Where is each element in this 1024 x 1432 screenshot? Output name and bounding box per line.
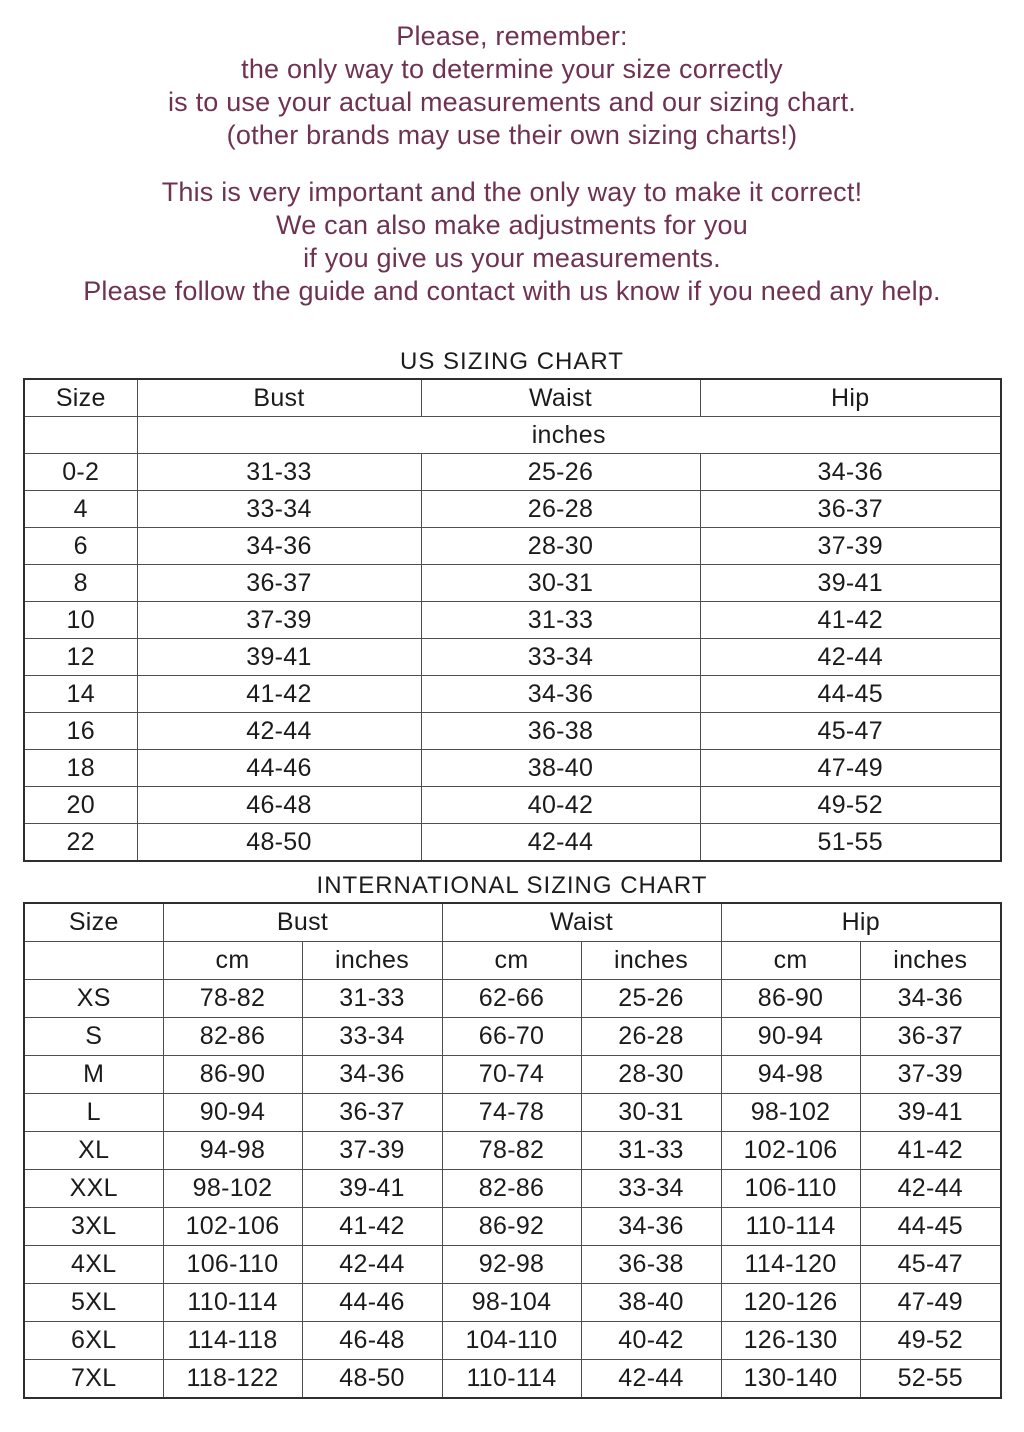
measurement-cell: 38-40 — [581, 1284, 721, 1322]
measurement-cell: 106-110 — [721, 1170, 860, 1208]
us-unit-cell: inches — [137, 417, 1001, 454]
measurement-cell: 120-126 — [721, 1284, 860, 1322]
us-header-cell-bust: Bust — [137, 379, 421, 417]
intro-line: the only way to determine your size correctly — [241, 54, 783, 84]
size-cell: 0-2 — [24, 454, 137, 491]
measurement-cell: 94-98 — [163, 1132, 302, 1170]
size-cell: 14 — [24, 676, 137, 713]
intl-unit-cell-hip-cm: cm — [721, 942, 860, 980]
intl-chart-title: INTERNATIONAL SIZING CHART — [316, 872, 708, 899]
measurement-cell: 36-38 — [581, 1246, 721, 1284]
size-cell: 16 — [24, 713, 137, 750]
measurement-cell: 34-36 — [860, 980, 1001, 1018]
measurement-cell: 78-82 — [163, 980, 302, 1018]
measurement-cell: 47-49 — [860, 1284, 1001, 1322]
measurement-cell: 28-30 — [421, 528, 700, 565]
table-row — [24, 491, 1001, 528]
measurement-cell: 36-37 — [137, 565, 421, 602]
table-row — [24, 528, 1001, 565]
measurement-cell: 31-33 — [137, 454, 421, 491]
measurement-cell: 34-36 — [700, 454, 1001, 491]
measurement-cell: 114-120 — [721, 1246, 860, 1284]
measurement-cell: 47-49 — [700, 750, 1001, 787]
table-row — [24, 1246, 1001, 1284]
size-cell: 20 — [24, 787, 137, 824]
measurement-cell: 42-44 — [860, 1170, 1001, 1208]
intro-line: (other brands may use their own sizing charts!) — [226, 120, 798, 150]
measurement-cell: 130-140 — [721, 1360, 860, 1399]
measurement-cell: 41-42 — [700, 602, 1001, 639]
measurement-cell: 44-45 — [860, 1208, 1001, 1246]
measurement-cell: 42-44 — [302, 1246, 442, 1284]
size-cell: XXL — [24, 1170, 163, 1208]
measurement-cell: 78-82 — [442, 1132, 581, 1170]
measurement-cell: 30-31 — [581, 1094, 721, 1132]
intro-paragraph-2 — [0, 176, 1024, 308]
measurement-cell: 74-78 — [442, 1094, 581, 1132]
measurement-cell: 36-37 — [302, 1094, 442, 1132]
measurement-cell: 98-104 — [442, 1284, 581, 1322]
measurement-cell: 44-46 — [137, 750, 421, 787]
measurement-cell: 62-66 — [442, 980, 581, 1018]
measurement-cell: 82-86 — [163, 1018, 302, 1056]
measurement-cell: 90-94 — [721, 1018, 860, 1056]
measurement-cell: 49-52 — [860, 1322, 1001, 1360]
measurement-cell: 41-42 — [137, 676, 421, 713]
size-cell: 5XL — [24, 1284, 163, 1322]
measurement-cell: 42-44 — [137, 713, 421, 750]
size-cell: 12 — [24, 639, 137, 676]
measurement-cell: 40-42 — [581, 1322, 721, 1360]
measurement-cell: 39-41 — [302, 1170, 442, 1208]
us-unit-row — [24, 417, 1001, 454]
intro-paragraph-1 — [0, 20, 1024, 152]
us-header-cell-waist: Waist — [421, 379, 700, 417]
measurement-cell: 51-55 — [700, 824, 1001, 862]
table-row — [24, 639, 1001, 676]
measurement-cell: 33-34 — [421, 639, 700, 676]
measurement-cell: 33-34 — [137, 491, 421, 528]
size-cell: 7XL — [24, 1360, 163, 1399]
intl-unit-row — [24, 942, 1001, 980]
measurement-cell: 31-33 — [581, 1132, 721, 1170]
measurement-cell: 39-41 — [137, 639, 421, 676]
table-row — [24, 1056, 1001, 1094]
table-row — [24, 1132, 1001, 1170]
measurement-cell: 34-36 — [421, 676, 700, 713]
measurement-cell: 39-41 — [860, 1094, 1001, 1132]
measurement-cell: 70-74 — [442, 1056, 581, 1094]
table-row — [24, 676, 1001, 713]
measurement-cell: 110-114 — [163, 1284, 302, 1322]
intl-header-cell-waist: Waist — [442, 903, 721, 942]
measurement-cell: 36-37 — [700, 491, 1001, 528]
table-row — [24, 1170, 1001, 1208]
intl-unit-cell-bust-cm: cm — [163, 942, 302, 980]
intl-unit-cell-hip-inches: inches — [860, 942, 1001, 980]
measurement-cell: 30-31 — [421, 565, 700, 602]
intro-line: Please follow the guide and contact with us know if you need any help. — [83, 276, 941, 306]
size-cell: 4 — [24, 491, 137, 528]
measurement-cell: 118-122 — [163, 1360, 302, 1399]
size-cell: 4XL — [24, 1246, 163, 1284]
measurement-cell: 34-36 — [137, 528, 421, 565]
measurement-cell: 28-30 — [581, 1056, 721, 1094]
measurement-cell: 26-28 — [581, 1018, 721, 1056]
measurement-cell: 98-102 — [721, 1094, 860, 1132]
measurement-cell: 37-39 — [700, 528, 1001, 565]
measurement-cell: 86-92 — [442, 1208, 581, 1246]
us-unit-empty-cell — [24, 417, 137, 454]
measurement-cell: 45-47 — [860, 1246, 1001, 1284]
table-row — [24, 787, 1001, 824]
table-row — [24, 1322, 1001, 1360]
measurement-cell: 44-46 — [302, 1284, 442, 1322]
intl-header-cell-hip: Hip — [721, 903, 1001, 942]
measurement-cell: 25-26 — [581, 980, 721, 1018]
measurement-cell: 25-26 — [421, 454, 700, 491]
size-cell: M — [24, 1056, 163, 1094]
us-header-cell-hip: Hip — [700, 379, 1001, 417]
measurement-cell: 102-106 — [163, 1208, 302, 1246]
measurement-cell: 106-110 — [163, 1246, 302, 1284]
measurement-cell: 82-86 — [442, 1170, 581, 1208]
measurement-cell: 110-114 — [721, 1208, 860, 1246]
measurement-cell: 86-90 — [163, 1056, 302, 1094]
us-header-cell-size: Size — [24, 379, 137, 417]
measurement-cell: 44-45 — [700, 676, 1001, 713]
measurement-cell: 92-98 — [442, 1246, 581, 1284]
intl-table-header-row — [24, 903, 1001, 942]
measurement-cell: 26-28 — [421, 491, 700, 528]
measurement-cell: 38-40 — [421, 750, 700, 787]
measurement-cell: 42-44 — [421, 824, 700, 862]
size-cell: XL — [24, 1132, 163, 1170]
measurement-cell: 31-33 — [302, 980, 442, 1018]
measurement-cell: 104-110 — [442, 1322, 581, 1360]
measurement-cell: 66-70 — [442, 1018, 581, 1056]
table-row — [24, 1018, 1001, 1056]
measurement-cell: 36-37 — [860, 1018, 1001, 1056]
measurement-cell: 114-118 — [163, 1322, 302, 1360]
table-row — [24, 1360, 1001, 1399]
size-cell: 18 — [24, 750, 137, 787]
measurement-cell: 42-44 — [700, 639, 1001, 676]
measurement-cell: 48-50 — [302, 1360, 442, 1399]
measurement-cell: 37-39 — [302, 1132, 442, 1170]
intro-line: Please, remember: — [396, 21, 628, 51]
measurement-cell: 45-47 — [700, 713, 1001, 750]
measurement-cell: 33-34 — [581, 1170, 721, 1208]
table-row — [24, 602, 1001, 639]
measurement-cell: 102-106 — [721, 1132, 860, 1170]
us-sizing-table — [23, 378, 1002, 862]
measurement-cell: 31-33 — [421, 602, 700, 639]
measurement-cell: 52-55 — [860, 1360, 1001, 1399]
size-cell: 8 — [24, 565, 137, 602]
table-row — [24, 824, 1001, 862]
size-cell: S — [24, 1018, 163, 1056]
measurement-cell: 33-34 — [302, 1018, 442, 1056]
measurement-cell: 37-39 — [137, 602, 421, 639]
measurement-cell: 41-42 — [860, 1132, 1001, 1170]
size-cell: 6 — [24, 528, 137, 565]
measurement-cell: 94-98 — [721, 1056, 860, 1094]
table-row — [24, 713, 1001, 750]
table-row — [24, 454, 1001, 491]
measurement-cell: 98-102 — [163, 1170, 302, 1208]
intl-unit-empty-cell — [24, 942, 163, 980]
measurement-cell: 39-41 — [700, 565, 1001, 602]
size-cell: 6XL — [24, 1322, 163, 1360]
size-cell: 3XL — [24, 1208, 163, 1246]
measurement-cell: 110-114 — [442, 1360, 581, 1399]
measurement-cell: 42-44 — [581, 1360, 721, 1399]
intro-line: is to use your actual measurements and our sizing chart. — [167, 87, 857, 117]
measurement-cell: 40-42 — [421, 787, 700, 824]
table-row — [24, 1094, 1001, 1132]
measurement-cell: 86-90 — [721, 980, 860, 1018]
intro-line: We can also make adjustments for you — [276, 210, 748, 240]
intro-text — [0, 0, 1024, 308]
measurement-cell: 34-36 — [581, 1208, 721, 1246]
measurement-cell: 90-94 — [163, 1094, 302, 1132]
measurement-cell: 41-42 — [302, 1208, 442, 1246]
measurement-cell: 46-48 — [137, 787, 421, 824]
table-row — [24, 1284, 1001, 1322]
intl-unit-cell-waist-inches: inches — [581, 942, 721, 980]
measurement-cell: 37-39 — [860, 1056, 1001, 1094]
size-cell: 22 — [24, 824, 137, 862]
us-table-header-row — [24, 379, 1001, 417]
intl-unit-cell-waist-cm: cm — [442, 942, 581, 980]
intro-line: if you give us your measurements. — [303, 243, 721, 273]
size-cell: 10 — [24, 602, 137, 639]
measurement-cell: 46-48 — [302, 1322, 442, 1360]
measurement-cell: 126-130 — [721, 1322, 860, 1360]
intl-sizing-table — [23, 902, 1002, 1399]
table-row — [24, 980, 1001, 1018]
intro-line: This is very important and the only way to make it correct! — [161, 177, 863, 207]
size-cell: XS — [24, 980, 163, 1018]
size-cell: L — [24, 1094, 163, 1132]
measurement-cell: 49-52 — [700, 787, 1001, 824]
intl-header-cell-bust: Bust — [163, 903, 442, 942]
table-row — [24, 750, 1001, 787]
measurement-cell: 34-36 — [302, 1056, 442, 1094]
intl-unit-cell-bust-inches: inches — [302, 942, 442, 980]
measurement-cell: 48-50 — [137, 824, 421, 862]
intl-header-cell-size: Size — [24, 903, 163, 942]
measurement-cell: 36-38 — [421, 713, 700, 750]
table-row — [24, 1208, 1001, 1246]
us-chart-title: US SIZING CHART — [400, 348, 624, 375]
table-row — [24, 565, 1001, 602]
